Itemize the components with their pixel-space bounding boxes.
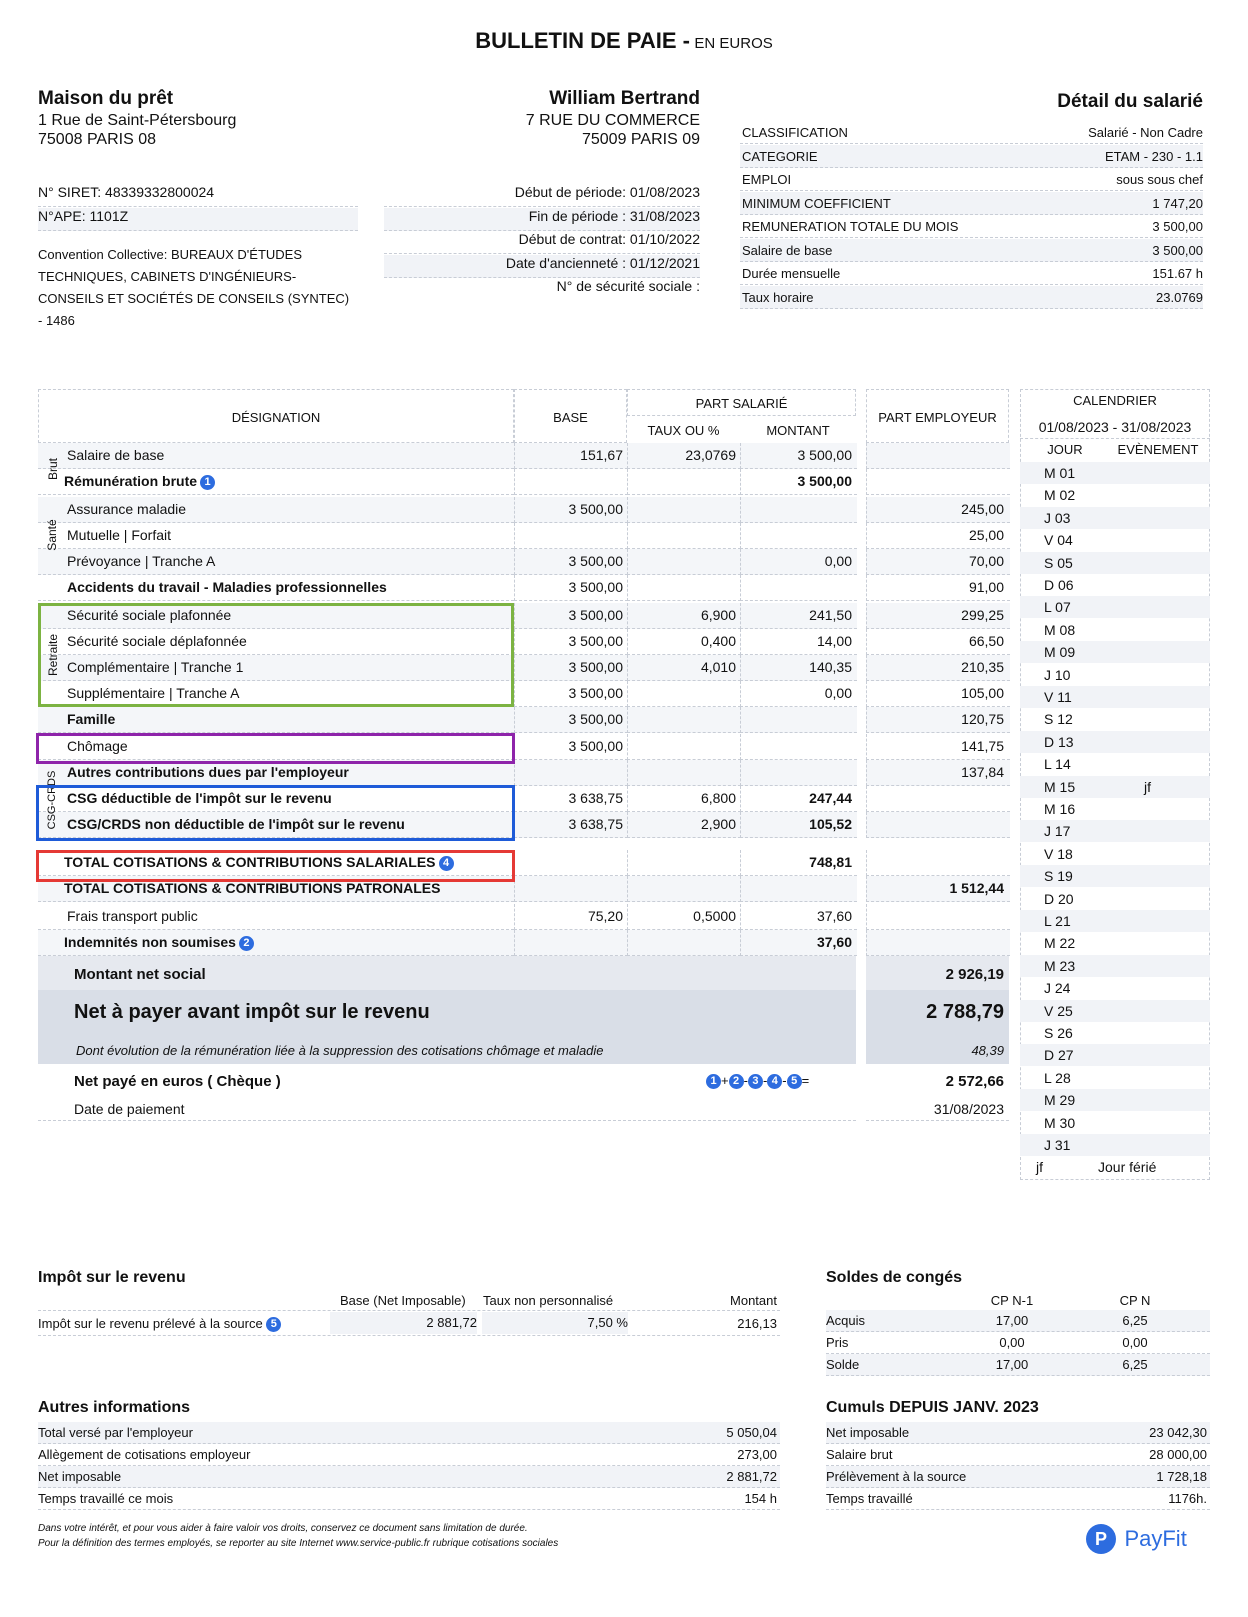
calendar-day-label: S 19 <box>1044 868 1073 885</box>
calendar-day-label: V 04 <box>1044 532 1073 549</box>
calendar-day <box>1020 484 1210 506</box>
ape: N°APE: 1101Z <box>38 208 358 231</box>
calendar-day-label: S 05 <box>1044 554 1073 571</box>
detail-value: 3 500,00 <box>1152 219 1203 234</box>
calendar-day <box>1020 888 1210 910</box>
row-label: Salaire de base <box>67 447 165 463</box>
calendar-day <box>1020 708 1210 730</box>
calendar-day-label: V 11 <box>1044 689 1072 705</box>
row-taux: 4,010 <box>700 659 736 675</box>
row-taux: 0,400 <box>700 633 736 649</box>
calendar-day <box>1020 820 1210 842</box>
row-base: 3 500,00 <box>568 553 623 569</box>
calendar-day <box>1020 664 1210 686</box>
conges-n: 6,25 <box>1122 1313 1148 1328</box>
row-employeur: 1 512,44 <box>949 880 1004 896</box>
impot-title: Impôt sur le revenu <box>38 1269 186 1286</box>
header-designation: DÉSIGNATION <box>231 410 321 425</box>
calendar-day <box>1020 932 1210 954</box>
detail-value: sous sous chef <box>1116 172 1203 187</box>
calendar-day <box>1020 1067 1210 1089</box>
net-avant-impot-value: 2 788,79 <box>926 1001 1004 1023</box>
autres-value: 273,00 <box>737 1447 777 1462</box>
calendar-day-label: M 15 <box>1044 778 1076 795</box>
period-start: Début de période: 01/08/2023 <box>384 184 700 207</box>
detail-value: 3 500,00 <box>1152 242 1203 258</box>
row-montant: 14,00 <box>816 633 852 649</box>
footer-notes: Dans votre intérêt, et pour vous aider à faire valoir vos droits, conservez ce document sans limitation de durée. Pour la définition des termes employés, se reporter au site Internet www.service-public.fr rubrique cotisations sociales <box>38 1523 559 1549</box>
calendar-day <box>1020 462 1210 484</box>
contract-start: Début de contrat: 01/10/2022 <box>384 231 700 254</box>
row-employeur: 120,75 <box>961 711 1004 727</box>
calendar-day-label: D 27 <box>1044 1047 1074 1064</box>
highlight-retraite <box>38 603 514 707</box>
row-taux: 0,5000 <box>693 908 736 924</box>
row-base: 3 500,00 <box>568 711 623 727</box>
header-base: BASE <box>553 410 588 425</box>
dont-evolution-value: 48,39 <box>971 1043 1004 1058</box>
row-montant: 105,52 <box>809 816 852 832</box>
calendar-day-label: J 10 <box>1044 666 1071 683</box>
row-base: 3 500,00 <box>568 738 623 754</box>
conges-header-n: CP N <box>1119 1293 1151 1308</box>
group-csg: CSG-CRDS <box>46 770 58 830</box>
autres-value: 154 h <box>744 1491 777 1506</box>
row-employeur: 137,84 <box>961 764 1004 780</box>
calendar-legend-key: jf <box>1036 1159 1043 1175</box>
detail-title: Détail du salarié <box>1057 91 1203 112</box>
calendar-day-event: jf <box>1144 778 1151 795</box>
seniority-date: Date d'ancienneté : 01/12/2021 <box>384 255 700 278</box>
calendar-day-label: D 20 <box>1044 890 1074 907</box>
calendar-day <box>1020 1112 1210 1134</box>
employee-city: 75009 PARIS 09 <box>581 131 700 148</box>
calendar-day-label: S 26 <box>1044 1025 1073 1041</box>
detail-label: Durée mensuelle <box>742 266 841 281</box>
calendar-day <box>1020 1000 1210 1022</box>
row-employeur: 210,35 <box>961 659 1004 675</box>
detail-value: 23.0769 <box>1156 289 1203 305</box>
row-taux: 6,800 <box>700 790 736 806</box>
row-employeur: 66,50 <box>968 633 1004 649</box>
row-label: Prévoyance | Tranche A <box>67 553 216 569</box>
detail-label: EMPLOI <box>742 172 792 187</box>
calendar-day-label: M 09 <box>1044 644 1076 661</box>
cumuls-value: 23 042,30 <box>1149 1425 1207 1440</box>
calendar-day-label: M 30 <box>1044 1114 1076 1131</box>
conges-n1: 0,00 <box>999 1335 1025 1350</box>
calendar-day-label: M 23 <box>1044 957 1076 974</box>
group-retraite: Retraite <box>46 633 60 677</box>
row-label: Accidents du travail - Maladies professionnelles <box>67 579 387 595</box>
calendar-day-label: M 22 <box>1044 935 1076 952</box>
net-paye-value: 2 572,66 <box>945 1073 1004 1090</box>
impot-base: 2 881,72 <box>330 1312 477 1334</box>
calendar-day <box>1020 843 1210 865</box>
row-employeur: 105,00 <box>961 685 1004 701</box>
net-avant-impot-label: Net à payer avant impôt sur le revenu <box>74 1001 430 1023</box>
row-montant: 140,35 <box>809 659 852 675</box>
calendar-day-label: L 07 <box>1044 599 1071 616</box>
row-montant: 37,60 <box>816 908 852 924</box>
badge-icon: 2 <box>239 936 254 951</box>
detail-label: CATEGORIE <box>742 148 818 164</box>
row-label: Assurance maladie <box>67 501 187 517</box>
calendar-day-label: M 08 <box>1044 621 1076 638</box>
calendar-day-label: D 13 <box>1044 733 1074 750</box>
row-label: Complémentaire | Tranche 1 <box>67 659 244 675</box>
row-taux: 6,900 <box>700 607 736 623</box>
row-montant: 3 500,00 <box>797 447 852 463</box>
row-montant: 241,50 <box>809 607 852 623</box>
autres-label: Net imposable <box>38 1469 122 1484</box>
date-paiement-label: Date de paiement <box>74 1101 185 1117</box>
row-label: Famille <box>67 711 116 727</box>
header-part-salarie: PART SALARIÉ <box>695 396 788 411</box>
row-base: 3 500,00 <box>568 685 623 701</box>
detail-label: MINIMUM COEFFICIENT <box>742 195 891 211</box>
calendar-day <box>1020 910 1210 932</box>
detail-label: Salaire de base <box>742 242 833 258</box>
calendar-day-label: M 02 <box>1044 487 1076 504</box>
autres-label: Allègement de cotisations employeur <box>38 1447 251 1462</box>
conges-title: Soldes de congés <box>826 1269 963 1286</box>
row-base: 3 638,75 <box>568 790 623 806</box>
employer-name: Maison du prêt <box>38 88 174 109</box>
header-taux: TAUX OU % <box>647 423 720 438</box>
cumuls-label: Salaire brut <box>826 1447 893 1462</box>
row-label: TOTAL COTISATIONS & CONTRIBUTIONS PATRONALES <box>64 880 441 896</box>
autres-label: Total versé par l'employeur <box>38 1425 193 1440</box>
net-paye-label: Net payé en euros ( Chèque ) <box>74 1073 281 1090</box>
row-montant: 0,00 <box>824 685 852 701</box>
autres-title: Autres informations <box>38 1399 191 1416</box>
calendar-day-label: D 06 <box>1044 577 1074 593</box>
calendar-jour-header: JOUR <box>1047 442 1083 457</box>
row-label: Autres contributions dues par l'employeur <box>67 764 349 780</box>
detail-label: Taux horaire <box>742 289 814 305</box>
cumuls-label: Temps travaillé <box>826 1491 913 1506</box>
row-label: CSG/CRDS non déductible de l'impôt sur le revenu <box>67 816 405 832</box>
row-label: Sécurité sociale déplafonnée <box>67 633 247 649</box>
siret: N° SIRET: 48339332800024 <box>38 184 358 207</box>
calendar-day <box>1020 574 1210 596</box>
impot-taux: 7,50 % <box>482 1312 628 1334</box>
badge-icon: 1 <box>200 475 215 490</box>
row-base: 3 638,75 <box>568 816 623 832</box>
row-montant: 37,60 <box>816 934 852 950</box>
row-taux: 23,0769 <box>685 447 736 463</box>
cumuls-value: 1176h. <box>1168 1491 1207 1506</box>
autres-value: 5 050,04 <box>726 1425 777 1440</box>
calendar-day <box>1020 776 1210 798</box>
row-employeur: 245,00 <box>961 501 1004 517</box>
conges-n1: 17,00 <box>995 1313 1029 1328</box>
row-label: Rémunération brute 1 <box>64 469 215 494</box>
calendar-day <box>1020 552 1210 574</box>
calendar-day-label: L 21 <box>1044 913 1071 929</box>
badge-icon: 4 <box>439 856 454 871</box>
row-employeur: 141,75 <box>961 738 1004 754</box>
calendar-day-label: J 03 <box>1044 509 1071 526</box>
autres-value: 2 881,72 <box>726 1469 777 1484</box>
calendar-day-label: V 25 <box>1044 1002 1073 1019</box>
cumuls-label: Net imposable <box>826 1425 910 1440</box>
calendar-day-label: J 17 <box>1044 823 1071 840</box>
employee-address: 7 RUE DU COMMERCE <box>525 112 700 129</box>
calendar-day <box>1020 977 1210 999</box>
row-label: Frais transport public <box>67 908 198 924</box>
row-employeur: 70,00 <box>968 553 1004 569</box>
social-security-number: N° de sécurité sociale : <box>556 278 700 294</box>
row-base: 75,20 <box>587 908 623 924</box>
calendar-day <box>1020 529 1210 551</box>
conges-n: 0,00 <box>1122 1335 1148 1350</box>
conges-n: 6,25 <box>1122 1357 1148 1372</box>
impot-label: Impôt sur le revenu prélevé à la source 5 <box>38 1316 281 1332</box>
calendar-day <box>1020 731 1210 753</box>
calendar-day-label: M 16 <box>1044 801 1076 817</box>
row-label: Mutuelle | Forfait <box>67 527 172 543</box>
calendar-day <box>1020 1134 1210 1156</box>
calendar-day <box>1020 955 1210 977</box>
autres-label: Temps travaillé ce mois <box>38 1491 174 1506</box>
calendar-day <box>1020 865 1210 887</box>
net-social-label: Montant net social <box>74 966 206 983</box>
row-base: 3 500,00 <box>568 659 623 675</box>
impot-header-montant: Montant <box>730 1293 777 1308</box>
calendar-day-label: M 01 <box>1044 465 1076 481</box>
detail-label: CLASSIFICATION <box>742 125 848 140</box>
calendar-day <box>1020 1044 1210 1066</box>
calendar-event-header: EVÈNEMENT <box>1117 442 1199 457</box>
calendar-day <box>1020 1089 1210 1111</box>
row-employeur: 299,25 <box>961 607 1004 623</box>
header-part-employeur: PART EMPLOYEUR <box>878 410 997 425</box>
employee-name: William Bertrand <box>549 88 700 109</box>
impot-montant: 216,13 <box>737 1316 777 1331</box>
row-base: 151,67 <box>580 447 623 463</box>
employer-address: 1 Rue de Saint-Pétersbourg <box>38 112 237 129</box>
calendar-day <box>1020 641 1210 663</box>
net-social-value: 2 926,19 <box>945 966 1004 983</box>
calendar-day-label: L 28 <box>1044 1069 1071 1086</box>
payfit-logo: P PayFit <box>1086 1524 1187 1554</box>
header-montant: MONTANT <box>766 423 830 438</box>
group-brut: Brut <box>46 458 60 481</box>
row-base: 3 500,00 <box>568 607 623 623</box>
detail-value: Salarié - Non Cadre <box>1088 125 1203 140</box>
detail-value: ETAM - 230 - 1.1 <box>1104 148 1203 164</box>
calendar-day <box>1020 619 1210 641</box>
calendar-day-label: L 14 <box>1044 756 1071 773</box>
calendar-day-label: V 18 <box>1044 845 1073 862</box>
calendar-day-label: J 24 <box>1044 980 1071 997</box>
employer-city: 75008 PARIS 08 <box>38 131 157 148</box>
highlight-chomage <box>36 733 515 764</box>
calendar-day-label: M 29 <box>1044 1092 1076 1109</box>
calendar-day <box>1020 1022 1210 1044</box>
calendar-day <box>1020 507 1210 529</box>
cumuls-value: 1 728,18 <box>1156 1469 1207 1484</box>
date-paiement-value: 31/08/2023 <box>933 1101 1004 1117</box>
conges-header-n1: CP N-1 <box>990 1293 1034 1308</box>
calendar-day <box>1020 596 1210 618</box>
row-base: 3 500,00 <box>568 633 623 649</box>
calendar-title: CALENDRIER <box>1073 393 1157 408</box>
conges-label: Solde <box>826 1357 860 1372</box>
impot-header-base: Base (Net Imposable) <box>340 1293 466 1308</box>
dont-evolution-label: Dont évolution de la rémunération liée à la suppression des cotisations chômage et maladie <box>76 1043 604 1058</box>
period-end: Fin de période : 31/08/2023 <box>384 208 700 231</box>
net-formula: 1 + 2 - 3 - 4 - 5 = <box>706 1073 809 1089</box>
group-sante: Santé <box>45 519 59 551</box>
payfit-icon: P <box>1086 1524 1116 1554</box>
conges-n1: 17,00 <box>995 1357 1029 1372</box>
row-montant: 247,44 <box>809 790 852 806</box>
conges-label: Pris <box>826 1335 849 1350</box>
row-employeur: 91,00 <box>968 579 1004 595</box>
convention: Convention Collective: BUREAUX D'ÉTUDES TECHNIQUES, CABINETS D'INGÉNIEURS- CONSEILS ET SOCIÉTÉS DE CONSEILS (SYNTEC) - 1486 <box>38 247 350 328</box>
detail-value: 151.67 h <box>1152 266 1203 281</box>
calendar-day-label: J 31 <box>1044 1137 1071 1153</box>
row-montant: 3 500,00 <box>797 473 852 489</box>
row-base: 3 500,00 <box>568 501 623 517</box>
cumuls-label: Prélèvement à la source <box>826 1469 967 1484</box>
highlight-total-salariales <box>36 850 515 882</box>
row-montant: 0,00 <box>824 553 852 569</box>
row-label: Supplémentaire | Tranche A <box>67 685 240 701</box>
cumuls-title: Cumuls DEPUIS JANV. 2023 <box>826 1399 1039 1416</box>
calendar-day <box>1020 798 1210 820</box>
calendar-day <box>1020 686 1210 708</box>
row-employeur: 25,00 <box>968 527 1004 543</box>
row-taux: 2,900 <box>700 816 736 832</box>
row-label: Sécurité sociale plafonnée <box>67 607 232 623</box>
detail-label: REMUNERATION TOTALE DU MOIS <box>742 219 959 234</box>
calendar-legend-value: Jour férié <box>1098 1159 1157 1175</box>
calendar-day-label: S 12 <box>1044 711 1073 728</box>
cumuls-value: 28 000,00 <box>1149 1447 1207 1462</box>
highlight-csg <box>36 785 515 841</box>
impot-header-taux: Taux non personnalisé <box>483 1293 614 1308</box>
row-label: Indemnités non soumises 2 <box>64 930 254 955</box>
row-montant: 748,81 <box>809 854 852 870</box>
detail-value: 1 747,20 <box>1152 195 1203 211</box>
row-label: TOTAL COTISATIONS & CONTRIBUTIONS SALARIALES 4 <box>64 850 454 875</box>
page-title: BULLETIN DE PAIE - EN EUROS <box>475 28 773 53</box>
row-base: 3 500,00 <box>568 579 623 595</box>
row-label: Chômage <box>67 738 128 754</box>
calendar-day <box>1020 753 1210 775</box>
calendar-period: 01/08/2023 - 31/08/2023 <box>1020 416 1210 439</box>
conges-label: Acquis <box>826 1313 866 1328</box>
row-label: CSG déductible de l'impôt sur le revenu <box>67 790 332 806</box>
